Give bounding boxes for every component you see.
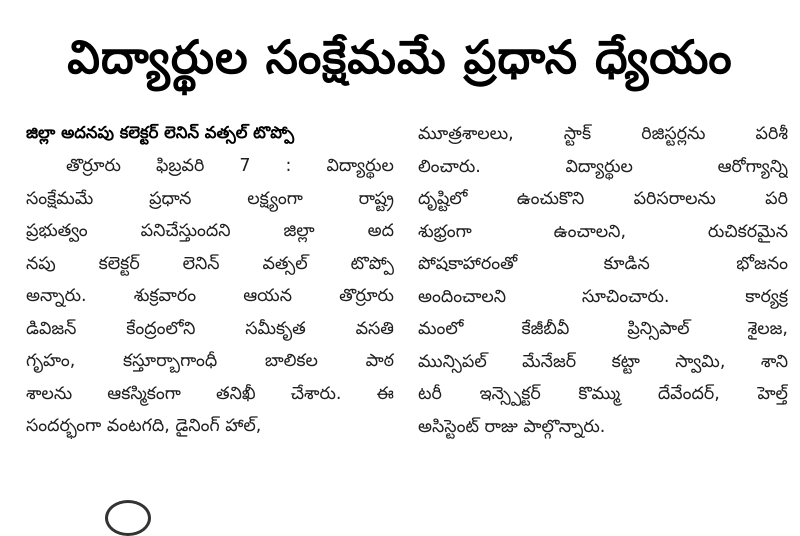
text-line: సంక్షేమమే ప్రధాన లక్ష్యంగా రాష్ట్ర — [26, 188, 394, 209]
text-line: టరీ ఇన్స్పెక్టర్ కొమ్ము దేవేందర్, హెల్త్ — [418, 384, 788, 404]
text-line: పోషకాహారంతో కూడిన భోజనం — [418, 254, 788, 274]
left-column — [26, 118, 394, 498]
right-column — [418, 118, 788, 498]
text-line: డివిజన్ కేంద్రంలోని సమీకృత వసతి — [26, 318, 394, 339]
text-line: అందించాలని సూచించారు. కార్యక్ర — [418, 286, 788, 307]
text-line: సందర్భంగా వంటగది, డైనింగ్ హాల్, — [26, 416, 262, 436]
text-line: ప్రభుత్వం పనిచేస్తుందని జిల్లా అద — [26, 221, 394, 241]
text-line: శుభ్రంగా ఉంచాలని, రుచికరమైన — [418, 221, 788, 242]
text-line: మూత్రశాలలు, స్టాక్ రిజిస్టర్లను పరిశీ — [418, 124, 788, 144]
text-line: దృష్టిలో ఉంచుకొని పరిసరాలను పరి — [418, 189, 788, 209]
text-line: గృహం, కస్తూర్బాగాంధీ బాలికల పాఠ — [26, 351, 394, 371]
text-line: మున్సిపల్ మేనేజర్ కట్టా స్వామి, శాని — [418, 351, 788, 372]
text-line: తొర్రూరు ఫిబ్రవరి 7 : విద్యార్థుల — [66, 156, 394, 176]
text-line: నపు కలెక్టర్ లెనిన్ వత్సల్ టొప్పో — [26, 253, 394, 274]
cropped-bottom-graphic — [105, 500, 151, 536]
text-line: మంలో కేజీబీవీ ప్రిన్సిపాల్ శైలజ, — [418, 319, 788, 339]
text-line: లించారు. విద్యార్థుల ఆరోగ్యాన్ని — [418, 156, 788, 177]
text-line: అసిస్టెంట్ రాజు పాల్గొన్నారు. — [418, 416, 606, 437]
text-line: అన్నారు. శుక్రవారం ఆయన తొర్రూరు — [26, 286, 394, 306]
cropped-previous-text — [0, 0, 800, 10]
article-headline: విద్యార్థుల సంక్షేమమే ప్రధాన ధ్యేయం — [67, 30, 733, 84]
left-column-body — [26, 150, 394, 443]
right-column-body — [418, 118, 788, 443]
article-subhead: జిల్లా అదనపు కలెక్టర్ లెనిన్ వత్సల్ టొప్పో — [26, 123, 295, 142]
text-line: శాలను ఆకస్మికంగా తనిఖీ చేశారు. ఈ — [26, 383, 394, 404]
